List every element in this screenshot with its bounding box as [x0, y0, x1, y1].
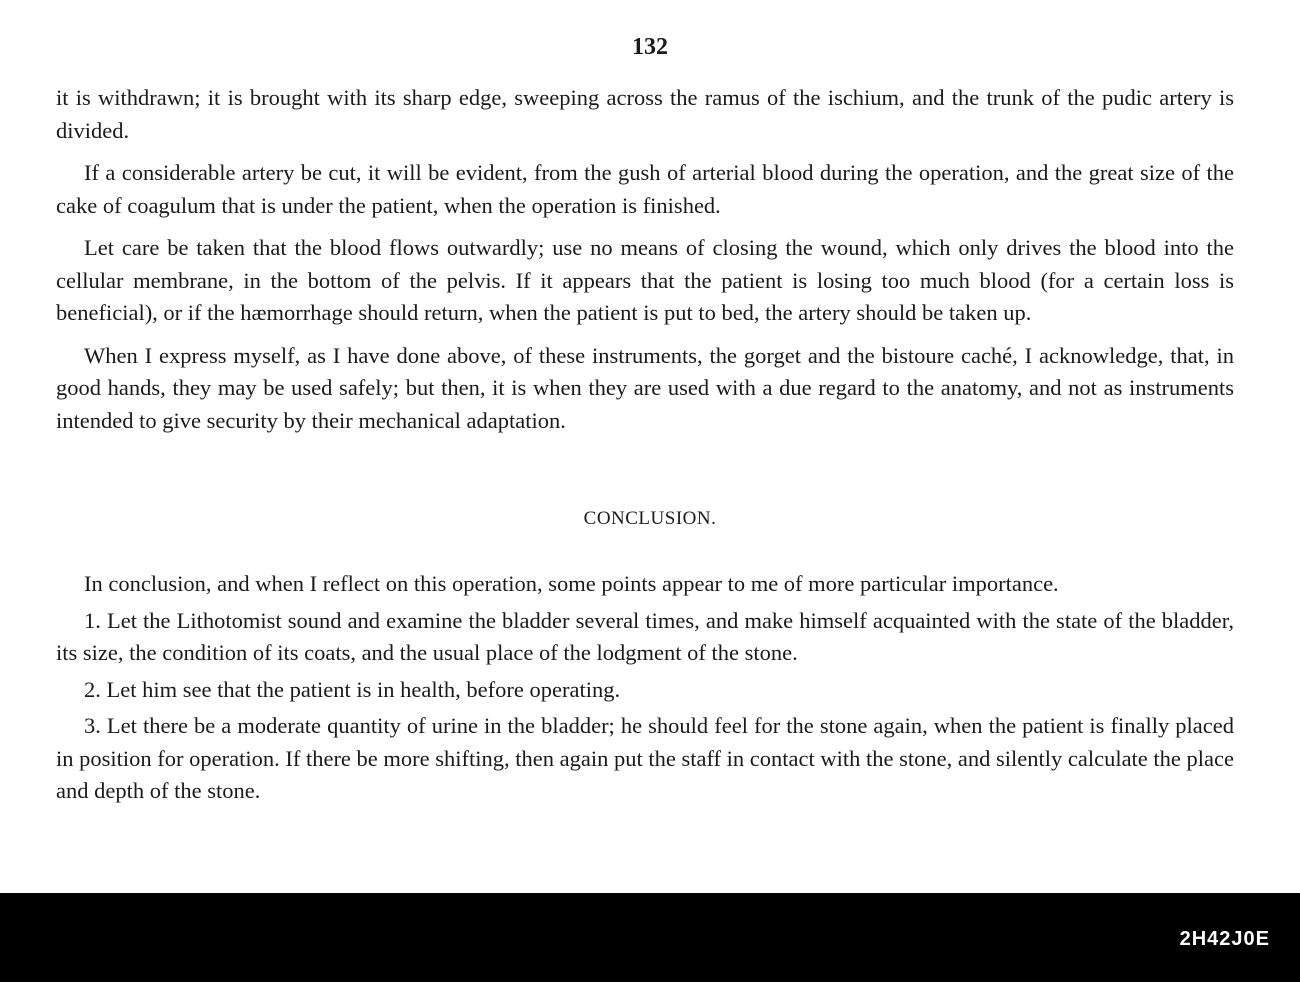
conclusion-item-1: 1. Let the Lithotomist sound and examine the bladder several times, and make himself acquainted with the state of the bladder, its size, the condition of its coats, and the usual place of the lodgment of the stone. [56, 607, 1234, 665]
body-text [56, 82, 1234, 447]
paragraph-4: When I express myself, as I have done above, of these instruments, the gorget and the bistoure caché, I acknowledge, that, in good hands, they may be used safely; but then, it is when they are used with a due regard to the anatomy, and not as instruments intended to give security by their mechanical adaptation. [56, 342, 1234, 433]
page-number: 132 [632, 34, 668, 60]
conclusion-text [56, 568, 1234, 812]
conclusion-item-3: 3. Let there be a moderate quantity of urine in the bladder; he should feel for the stone again, when the patient is finally placed in position for operation. If there be more shifting, then again put the staff in contact with the stone, and silently calculate the place and depth of the stone. [56, 713, 1234, 803]
watermark-id: 2H42J0E [1179, 928, 1270, 950]
paragraph-2: If a considerable artery be cut, it will be evident, from the gush of arterial blood during the operation, and the great size of the cake of coagulum that is under the patient, when the operation is finished. [56, 160, 1234, 218]
paragraph-3: Let care be taken that the blood flows outwardly; use no means of closing the wound, which only drives the blood into the cellular membrane, in the bottom of the pelvis. If it appears that the patient is losing too much blood (for a certain loss is beneficial), or if the hæmorrhage should return, when the patient is put to bed, the artery should be taken up. [56, 235, 1234, 325]
conclusion-item-2: 2. Let him see that the patient is in health, before operating. [84, 676, 621, 702]
paragraph-1: it is withdrawn; it is brought with its sharp edge, sweeping across the ramus of the ischium, and the trunk of the pudic artery is divided. [56, 85, 1234, 143]
conclusion-paragraph-intro: In conclusion, and when I reflect on this operation, some points appear to me of more particular importance. [84, 571, 1059, 596]
section-heading: CONCLUSION. [583, 508, 717, 529]
bottom-band [0, 893, 1300, 982]
